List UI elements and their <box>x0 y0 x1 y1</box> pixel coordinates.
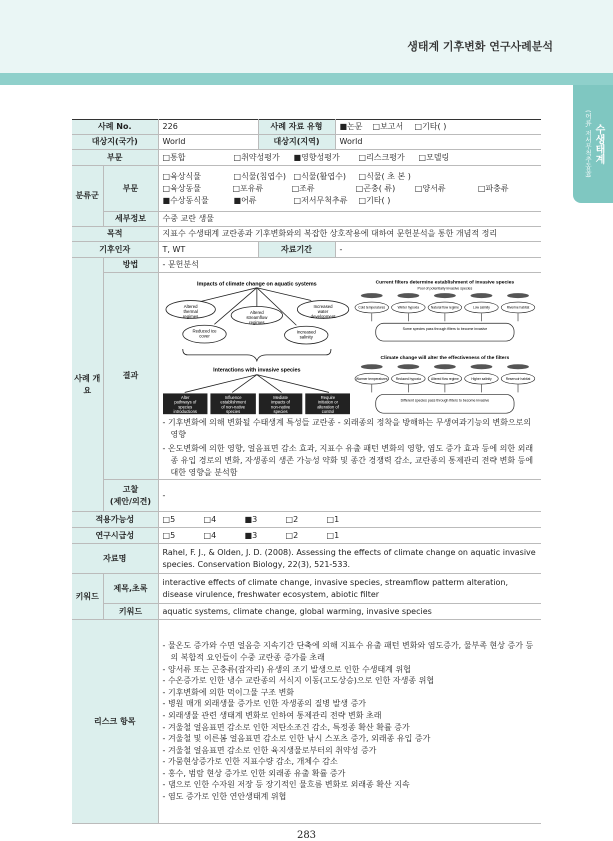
checkbox-option[interactable]: □ 육상식물 <box>163 171 234 183</box>
species-icon <box>361 293 383 298</box>
risk-item: - 병원 매개 외래생물 증가로 인한 자생종의 질병 발생 증가 <box>162 699 367 709</box>
title-abstract-label: 제목,초록 <box>103 574 158 604</box>
fig-left-subtitle: Interactions with invasive species <box>212 367 301 374</box>
fig-node: Altered streamflow regimes <box>245 309 267 325</box>
fig-node: Altered thermal regimes <box>182 303 198 319</box>
overview-label: 사례 개요 <box>72 258 103 512</box>
filter-label: Reservoir habitat <box>505 376 531 381</box>
species-icon <box>361 364 383 369</box>
kw-label: 키워드 <box>103 604 158 620</box>
sector-label: 부문 <box>72 150 158 166</box>
taxon-row <box>163 183 538 195</box>
checkbox-option[interactable]: □ 기타( ) <box>415 121 475 133</box>
figure-filters-diagram <box>354 277 537 415</box>
result-text: - 기후변화에 의해 변화될 수태생계 특성들 교란종 - 외래종의 정착을 방해하는 무생여과기능의 변화으로의 영향 <box>162 418 532 439</box>
method-label: 방법 <box>103 258 158 273</box>
applicability-label: 적용가능성 <box>72 512 158 528</box>
checkbox-option[interactable]: □ 모델링 <box>419 152 479 164</box>
checkbox-option[interactable]: □ 4 <box>204 514 245 526</box>
checkbox-option[interactable]: □ 1 <box>327 514 368 526</box>
sector-options <box>163 152 538 164</box>
filters-row-1 <box>355 293 535 321</box>
checkbox-option[interactable]: □ 2 <box>286 514 327 526</box>
country: World <box>158 135 258 150</box>
checkbox-option[interactable]: □ 기타( ) <box>359 195 419 207</box>
filter-label: Altered flow regime <box>431 376 460 381</box>
purpose-label: 목적 <box>72 227 158 242</box>
species-icon <box>398 293 420 298</box>
filter-label: Winter hypoxia <box>397 305 420 310</box>
side-tab-title: 수생태계 <box>593 124 604 164</box>
species-icon <box>507 293 529 298</box>
risk-item: - 염도 증가로 인한 연안생태계 위협 <box>162 792 287 802</box>
source-label: 자료명 <box>72 544 158 574</box>
keywords-label: 키워드 <box>72 574 103 620</box>
side-tab-subtitle: (어류, 저서무척추동물) <box>584 110 592 178</box>
checkbox-option[interactable]: □ 5 <box>163 514 204 526</box>
species-icon <box>434 364 456 369</box>
risk-item: - 겨울철 얼음표면 감소로 인한 저탄소조건 감소, 특정종 확산 확률 증가 <box>162 722 410 732</box>
period: - <box>335 242 541 258</box>
checkbox-option[interactable]: ■ 3 <box>245 514 286 526</box>
figure-impacts-diagram <box>163 277 351 415</box>
checkbox-option[interactable]: □ 4 <box>204 530 245 542</box>
result-text: - 온도변화에 의한 영향, 얼음표면 감소 효과, 지표수 유출 패턴 변화의 영향, 염도 증가 효과 등에 의한 외래종 유입 경로의 변화, 자생종의 생존 가능성 약화 및 종간 경쟁력 감소, 교란종의 통제관리 전략 변화 등에 대한 영향을 분석함 <box>162 444 534 477</box>
detail-label: 세부정보 <box>103 212 158 227</box>
keywords-text: aquatic systems, climate change, global warming, invasive species <box>158 604 541 620</box>
fig-box: Alter pathways of species introductions <box>173 394 197 415</box>
region-label: 대상지(지역) <box>258 135 335 150</box>
filter-label: Natural flow regime <box>431 305 460 310</box>
checkbox-option[interactable]: ■ 논문 <box>340 121 373 133</box>
period-label: 자료기간 <box>258 242 335 258</box>
filter-label: Cold temperatures <box>358 305 386 310</box>
taxon-row <box>163 195 538 207</box>
region: World <box>335 135 541 150</box>
urgency-options <box>163 530 538 542</box>
checkbox-option[interactable]: □ 저서무척추류 <box>294 195 359 207</box>
checkbox-option[interactable]: □ 육상동물 <box>163 183 233 195</box>
header-bar <box>0 73 613 85</box>
filters-row-2 <box>355 364 535 392</box>
filter-label: Reduced hypoxia <box>396 376 422 381</box>
case-type-label: 사례 자료 유형 <box>258 120 335 135</box>
checkbox-option[interactable]: ■ 수상동식물 <box>163 195 234 207</box>
checkbox-option[interactable]: □ 보고서 <box>373 121 415 133</box>
filter-label: Low salinity <box>473 305 491 310</box>
filter-label: Riverine habitat <box>506 305 530 310</box>
checkbox-option[interactable]: □ 식물(활엽수) <box>294 171 359 183</box>
risk-item: - 댐으로 인한 수자원 저장 등 장기적인 물흐름 변화로 외래종 확산 지속 <box>162 780 410 790</box>
discussion-label: 고찰 (제안/의견) <box>103 480 158 512</box>
fig-pass1: Some species pass through filters to become invasive <box>402 327 488 332</box>
urgency-label: 연구시급성 <box>72 528 158 544</box>
checkbox-option[interactable]: □ 리스크평가 <box>359 152 419 164</box>
fig-node: Increased water development <box>310 303 335 319</box>
species-icon <box>471 293 493 298</box>
checkbox-option[interactable]: □ 식물( 초 본 ) <box>359 171 419 183</box>
checkbox-option[interactable]: □ 곤충( 류) <box>356 183 415 195</box>
checkbox-option[interactable]: □ 조류 <box>292 183 356 195</box>
risk-item: - 외래생물 관련 생태계 변화로 인하여 통제관리 전략 변화 초래 <box>162 710 382 720</box>
checkbox-option[interactable]: □ 2 <box>286 530 327 542</box>
risk-item: - 가뭄현상증가로 인한 지표수량 감소, 개체수 감소 <box>162 757 338 767</box>
case-table <box>72 119 541 824</box>
taxon-label: 분류군 <box>72 166 103 227</box>
case-no-label: 사례 No. <box>72 120 158 135</box>
detail: 수중 교란 생물 <box>158 212 541 227</box>
checkbox-option[interactable]: □ 취약성평가 <box>234 152 294 164</box>
source-text: Rahel, F. J., & Olden, J. D. (2008). Assessing the effects of climate change on aquatic invasive species. Conservation Biology, 22(3), 521-533. <box>158 544 541 574</box>
risk-item: - 겨울철 얼음표면 감소로 인한 육지생물로부터의 취약성 증가 <box>162 745 377 755</box>
result-label: 결과 <box>103 273 158 480</box>
side-tab <box>573 85 613 203</box>
checkbox-option[interactable]: ■ 3 <box>245 530 286 542</box>
checkbox-option[interactable]: □ 파충류 <box>478 183 537 195</box>
checkbox-option[interactable]: □ 양서류 <box>415 183 478 195</box>
risk-item: - 물온도 증가와 수면 얼음층 지속기간 단축에 의해 지표수 유출 패턴 변화와 염도증가, 물부족 현상 증가 등의 복합적 요인들이 수중 교란종 증가를 초래 <box>162 641 534 662</box>
fig-right-title2: Climate change will alter the effectiveness of the filters <box>380 355 510 361</box>
species-icon <box>507 364 529 369</box>
checkbox-option[interactable]: □ 포유류 <box>232 183 291 195</box>
factor-label: 기후인자 <box>72 242 158 258</box>
checkbox-option[interactable]: □ 5 <box>163 530 204 542</box>
fig-node: Reduced ice cover <box>191 328 217 339</box>
risk-item: - 홍수, 범람 현상 증가로 인한 외래종 유출 확률 증가 <box>162 768 346 778</box>
fig-node: Increased salinity <box>296 329 316 340</box>
fig-right-title1: Current filters determine establishment of invasive species <box>375 280 515 286</box>
taxon-sector-label: 부문 <box>103 166 158 212</box>
fig-pass2: Different species pass through filters to become invasive <box>400 398 490 403</box>
fig-left-title: Impacts of climate change on aquatic systems <box>196 281 317 288</box>
method: - 문헌분석 <box>158 258 541 273</box>
species-icon <box>471 364 493 369</box>
discussion: - <box>158 480 541 512</box>
page-number: 283 <box>296 830 317 841</box>
checkbox-option[interactable]: □ 통합 <box>163 152 234 164</box>
fig-box: Mediate impacts of non-native species <box>270 394 290 415</box>
species-icon <box>434 293 456 298</box>
filter-label: Higher salinity <box>471 376 492 381</box>
fig-box: Require initiation or alteration of control <box>316 394 339 415</box>
country-label: 대상지(국가) <box>72 135 158 150</box>
filter-label: Warmer temperatures <box>356 376 388 381</box>
checkbox-option[interactable]: ■ 영향성평가 <box>294 152 359 164</box>
risk-items <box>158 620 541 824</box>
result-figure <box>163 275 538 417</box>
risk-item: - 겨울철 및 이른봄 얼음표면 감소로 인한 낚시 스포츠 증가, 외래종 유입 증가 <box>162 734 431 744</box>
risk-item: - 기후변화에 의한 먹이그물 구조 변화 <box>162 687 295 697</box>
applicability-options <box>163 514 538 526</box>
factor: T, WT <box>158 242 258 258</box>
risk-item: - 수온증가로 인한 냉수 교란종의 서식지 이동(고도상승)으로 인한 자생종 위협 <box>162 676 435 686</box>
taxon-row <box>163 171 538 183</box>
checkbox-option[interactable]: ■ 어류 <box>234 195 294 207</box>
risk-item: - 양서류 또는 곤충류(잠자리) 유생의 조기 발생으로 인한 수생태계 위협 <box>162 664 411 674</box>
risks-label: 리스크 항목 <box>72 620 158 824</box>
case-no: 226 <box>158 120 258 135</box>
fig-box: Influence establishment of non-native species <box>219 394 246 415</box>
header-title: 생태계 기후변화 연구사례분석 <box>407 40 553 53</box>
species-icon <box>398 364 420 369</box>
purpose: 지표수 수생태계 교란종과 기후변화와의 복잡한 상호작용에 대하여 문헌분석을 통한 개념적 정리 <box>158 227 541 242</box>
checkbox-option[interactable]: □ 식물(침엽수) <box>234 171 294 183</box>
case-type-options <box>340 121 538 133</box>
page-header <box>0 0 613 73</box>
fig-pool: Pool of potentially invasive species <box>417 286 473 291</box>
taxon-options <box>158 166 541 212</box>
checkbox-option[interactable]: □ 1 <box>327 530 368 542</box>
title-abstract-keywords: interactive effects of climate change, invasive species, streamflow patterm alteration, disease virulence, freshwater ecosystem, abiotic filter <box>158 574 541 604</box>
